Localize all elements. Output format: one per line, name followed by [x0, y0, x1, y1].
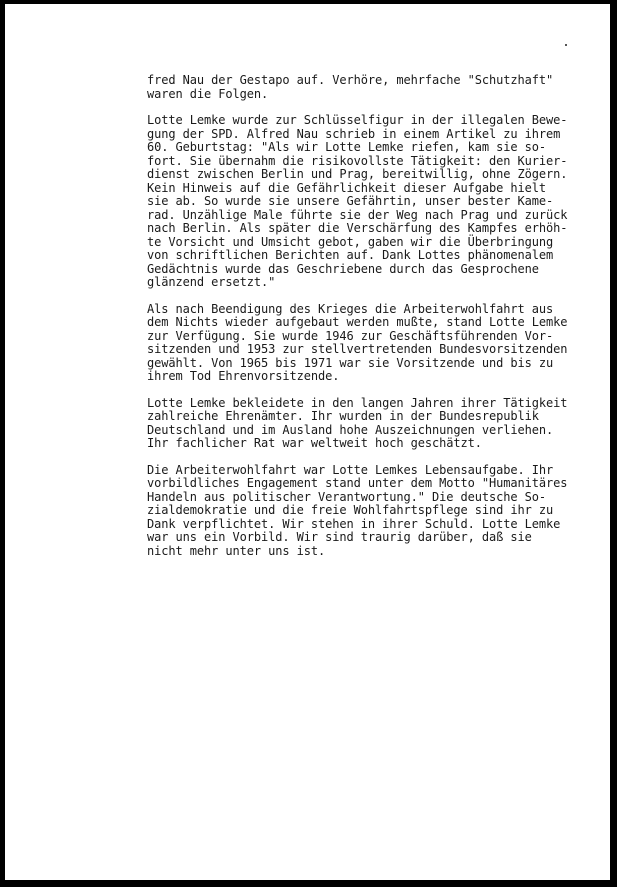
scan-speck	[565, 44, 567, 46]
text-line: glänzend ersetzt."	[147, 275, 276, 289]
text-line: Kein Hinweis auf die Gefährlichkeit dieser Aufgabe hielt	[147, 180, 546, 195]
text-line: Handeln aus politischer Verantwortung." Die deutsche So-	[147, 489, 546, 504]
text-line: rad. Unzählige Male führte sie der Weg nach Prag und zurück	[147, 207, 568, 222]
body-text	[147, 74, 587, 571]
text-line: Als nach Beendigung des Krieges die Arbeiterwohlfahrt aus	[147, 301, 554, 316]
text-line: fort. Sie übernahm die risikovollste Tätigkeit: den Kurier-	[147, 153, 568, 168]
text-line: sitzenden und 1953 zur stellvertretenden Bundesvorsitzenden	[147, 342, 568, 356]
paragraph	[147, 74, 587, 101]
text-line: vorbildliches Engagement stand unter dem Motto "Humanitäres	[147, 476, 568, 490]
text-line: Lotte Lemke bekleidete in den langen Jahren ihrer Tätigkeit	[147, 395, 568, 410]
paragraph	[147, 303, 587, 384]
text-line: sie ab. So wurde sie unsere Gefährtin, unser bester Kame-	[147, 194, 554, 208]
text-line: gewählt. Von 1965 bis 1971 war sie Vorsitzende und bis zu	[147, 355, 554, 370]
text-line: te Vorsicht und Umsicht gebot, gaben wir die Überbringung	[147, 234, 554, 249]
text-line: war uns ein Vorbild. Wir sind traurig darüber, daß sie	[147, 530, 532, 544]
text-line: gung der SPD. Alfred Nau schrieb in einem Artikel zu ihrem	[147, 126, 561, 141]
text-line: nach Berlin. Als später die Verschärfung des Kampfes erhöh-	[147, 221, 568, 235]
text-line: dienst zwischen Berlin und Prag, bereitwillig, ohne Zögern.	[147, 167, 568, 181]
document-page	[5, 4, 610, 880]
text-line: von schriftlichen Berichten auf. Dank Lottes phänomenalem	[147, 248, 554, 262]
text-line: nicht mehr unter uns ist.	[147, 543, 326, 558]
text-line: waren die Folgen.	[147, 86, 269, 101]
text-line: dem Nichts wieder aufgebaut werden mußte, stand Lotte Lemke	[147, 315, 568, 329]
text-line: Deutschland und im Ausland hohe Auszeichnungen verliehen.	[147, 422, 554, 437]
text-line: ihrem Tod Ehrenvorsitzende.	[147, 369, 340, 383]
text-line: fred Nau der Gestapo auf. Verhöre, mehrfache "Schutzhaft"	[147, 73, 554, 87]
text-line: zialdemokratie und die freie Wohlfahrtspflege sind ihr zu	[147, 503, 554, 517]
text-line: zur Verfügung. Sie wurde 1946 zur Geschäftsführenden Vor-	[147, 328, 554, 343]
paragraph	[147, 397, 587, 451]
text-line: zahlreiche Ehrenämter. Ihr wurden in der Bundesrepublik	[147, 409, 539, 423]
text-line: Ihr fachlicher Rat war weltweit hoch geschätzt.	[147, 436, 482, 450]
text-line: 60. Geburtstag: "Als wir Lotte Lemke riefen, kam sie so-	[147, 140, 546, 154]
text-line: Gedächtnis wurde das Geschriebene durch das Gesprochene	[147, 261, 539, 276]
text-line: Die Arbeiterwohlfahrt war Lotte Lemkes Lebensaufgabe. Ihr	[147, 462, 554, 477]
text-line: Dank verpflichtet. Wir stehen in ihrer Schuld. Lotte Lemke	[147, 516, 561, 531]
paragraph	[147, 464, 587, 559]
text-line: Lotte Lemke wurde zur Schlüsselfigur in der illegalen Bewe-	[147, 113, 568, 127]
paragraph	[147, 114, 587, 290]
